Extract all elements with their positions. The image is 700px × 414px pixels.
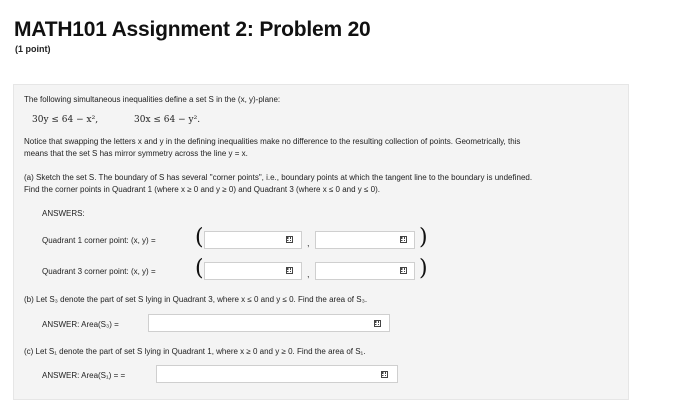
q3-y-equation-icon[interactable] <box>400 267 407 274</box>
q1-y-equation-icon[interactable] <box>400 236 407 243</box>
part-a-text-2: Find the corner points in Quadrant 1 (where x ≥ 0 and y ≥ 0) and Quadrant 3 (where x ≤ 0 and y ≤ 0). <box>24 185 380 194</box>
notice-text-2: means that the set S has mirror symmetry across the line y = x. <box>24 149 248 158</box>
problem-panel <box>13 84 629 400</box>
q3-open-paren: ( <box>195 256 204 281</box>
answer-c-label: ANSWER: Area(S₁) = = <box>42 371 126 380</box>
q1-comma: , <box>307 238 310 248</box>
area-s1-input[interactable] <box>156 365 398 383</box>
q3-close-paren: ) <box>419 256 428 281</box>
answer-b-label: ANSWER: Area(S₃) = <box>42 320 119 329</box>
part-b-text: (b) Let S₃ denote the part of set S lying in Quadrant 3, where x ≤ 0 and y ≤ 0. Find the area of S₃. <box>24 295 368 304</box>
notice-text-1: Notice that swapping the letters x and y in the defining inequalities make no difference to the resulting collection of points. Geometrically, this <box>24 137 521 146</box>
q1-close-paren: ) <box>419 225 428 250</box>
answers-label: ANSWERS: <box>42 209 85 218</box>
q1-open-paren: ( <box>195 225 204 250</box>
inequality-2: 30x ≤ 64 − y². <box>134 115 201 125</box>
part-a-text-1: (a) Sketch the set S. The boundary of S has several "corner points", i.e., boundary points at which the tangent line to the boundary is undefined. <box>24 173 533 182</box>
area-s3-input[interactable] <box>148 314 390 332</box>
points-label: (1 point) <box>15 44 51 54</box>
q3-x-equation-icon[interactable] <box>286 267 293 274</box>
q3-comma: , <box>307 269 310 279</box>
q1-x-equation-icon[interactable] <box>286 236 293 243</box>
intro-text: The following simultaneous inequalities define a set S in the (x, y)-plane: <box>24 95 281 104</box>
inequality-1: 30y ≤ 64 − x², <box>32 115 99 125</box>
area-s1-equation-icon[interactable] <box>381 371 388 378</box>
page-title: MATH101 Assignment 2: Problem 20 <box>14 18 371 41</box>
part-c-text: (c) Let S₁ denote the part of set S lying in Quadrant 1, where x ≥ 0 and y ≥ 0. Find the area of S₁. <box>24 347 366 356</box>
q3-label: Quadrant 3 corner point: (x, y) = <box>42 267 156 276</box>
area-s3-equation-icon[interactable] <box>374 320 381 327</box>
q1-label: Quadrant 1 corner point: (x, y) = <box>42 236 156 245</box>
